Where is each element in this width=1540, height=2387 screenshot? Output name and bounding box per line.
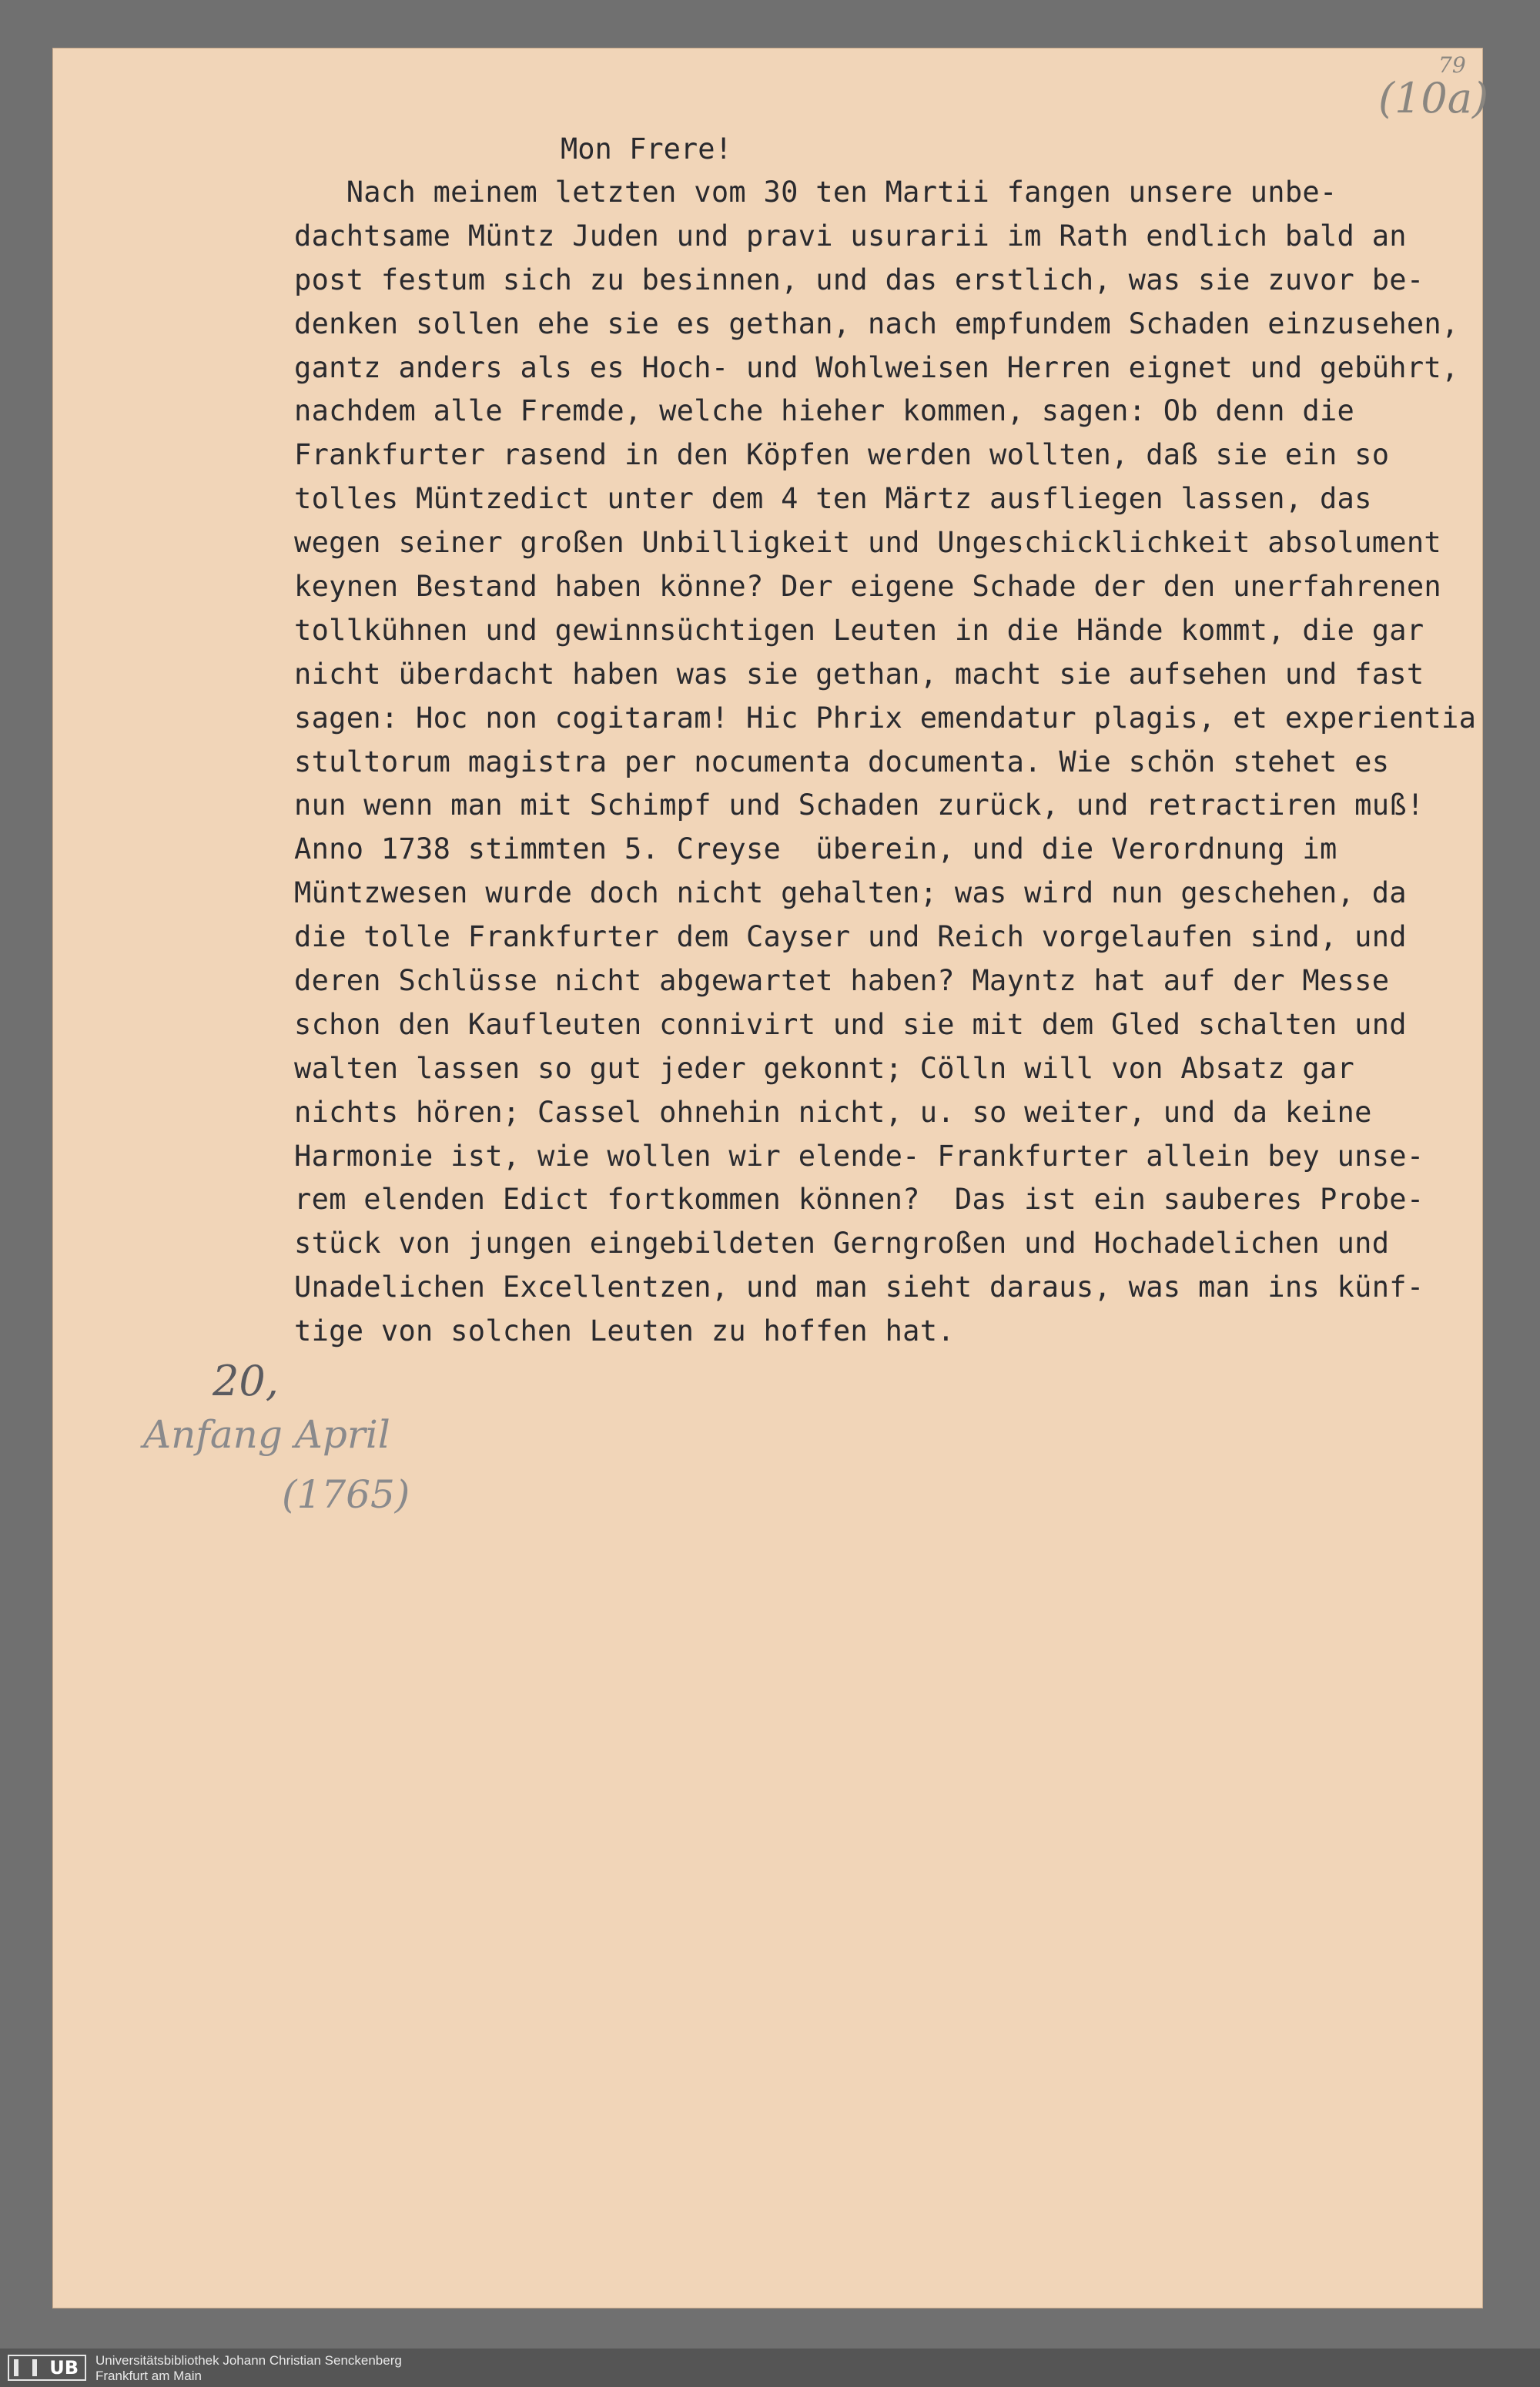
letter-line: tige von solchen Leuten zu hoffen hat. bbox=[294, 1314, 955, 1348]
letter-line: Unadelichen Excellentzen, und man sieht daraus, was man ins künf- bbox=[294, 1270, 1424, 1304]
letter-line: stück von jungen eingebildeten Gerngroßen und Hochadelichen und bbox=[294, 1227, 1390, 1260]
letter-line: Nach meinem letzten vom 30 ten Martii fangen unsere unbe- bbox=[294, 176, 1337, 209]
footer-institution bbox=[95, 2353, 402, 2384]
letter-line: post festum sich zu besinnen, und das erstlich, was sie zuvor be- bbox=[294, 263, 1424, 296]
letter-line: wegen seiner großen Unbilligkeit und Ungeschicklichkeit absolument bbox=[294, 526, 1442, 560]
letter-line: nicht überdacht haben was sie gethan, macht sie aufsehen und fast bbox=[294, 657, 1424, 691]
letter-line: tollkühnen und gewinnsüchtigen Leuten in die Hände kommt, die gar bbox=[294, 613, 1424, 647]
letter-line: gantz anders als es Hoch- und Wohlweisen Herren eignet und gebührt, bbox=[294, 350, 1459, 384]
letter-line: Harmonie ist, wie wollen wir elende- Frankfurter allein bey unse- bbox=[294, 1139, 1424, 1173]
letter-line: denken sollen ehe sie es gethan, nach empfundem Schaden einzusehen, bbox=[294, 306, 1459, 340]
letter-line: deren Schlüsse nicht abgewartet haben? Mayntz hat auf der Messe bbox=[294, 964, 1390, 998]
letter-line: Müntzwesen wurde doch nicht gehalten; was wird nun geschehen, da bbox=[294, 876, 1407, 910]
letter-line: nichts hören; Cassel ohnehin nicht, u. so weiter, und da keine bbox=[294, 1095, 1372, 1129]
margin-note-month: Anfang April bbox=[143, 1412, 390, 1457]
margin-note-number: 20, bbox=[213, 1357, 279, 1405]
document-page bbox=[52, 48, 1489, 2308]
letter-line: walten lassen so gut jeder gekonnt; Cölln will von Absatz gar bbox=[294, 1051, 1355, 1085]
logo-text: UB bbox=[49, 2357, 79, 2379]
letter-line: rem elenden Edict fortkommen können? Das ist ein sauberes Probe- bbox=[294, 1183, 1424, 1217]
letter-body bbox=[294, 171, 1526, 1354]
letter-line: keynen Bestand haben könne? Der eigene Schade der den unerfahrenen bbox=[294, 570, 1442, 604]
letter-line: schon den Kaufleuten connivirt und sie mit dem Gled schalten und bbox=[294, 1007, 1407, 1041]
logo-mark-icon bbox=[14, 2359, 37, 2376]
letter-line: nachdem alle Fremde, welche hieher kommen, sagen: Ob denn die bbox=[294, 394, 1355, 428]
letter-line: die tolle Frankfurter dem Cayser und Reich vorgelaufen sind, und bbox=[294, 920, 1407, 954]
footer-line-institution: Universitätsbibliothek Johann Christian Senckenberg bbox=[95, 2353, 402, 2368]
archive-number-small: 79 bbox=[1438, 52, 1466, 78]
ub-logo bbox=[8, 2355, 86, 2381]
library-footer bbox=[0, 2348, 1540, 2387]
letter-line: Frankfurter rasend in den Köpfen werden wollten, daß sie ein so bbox=[294, 438, 1390, 472]
letter-line: tolles Müntzedict unter dem 4 ten Märtz ausfliegen lassen, das bbox=[294, 482, 1372, 516]
letter-line: sagen: Hoc non cogitaram! Hic Phrix emendatur plagis, et experientia bbox=[294, 701, 1477, 735]
margin-note-year: (1765) bbox=[282, 1472, 410, 1517]
letter-line: nun wenn man mit Schimpf und Schaden zurück, und retractiren muß! bbox=[294, 788, 1424, 822]
letter-salutation: Mon Frere! bbox=[561, 132, 732, 166]
letter-line: dachtsame Müntz Juden und pravi usurarii im Rath endlich bald an bbox=[294, 219, 1407, 253]
letter-line: Anno 1738 stimmten 5. Creyse überein, und die Verordnung im bbox=[294, 832, 1337, 866]
letter-line: stultorum magistra per nocumenta documenta. Wie schön stehet es bbox=[294, 745, 1390, 778]
footer-line-city: Frankfurt am Main bbox=[95, 2369, 202, 2383]
archive-reference: (10a) bbox=[1378, 74, 1489, 122]
